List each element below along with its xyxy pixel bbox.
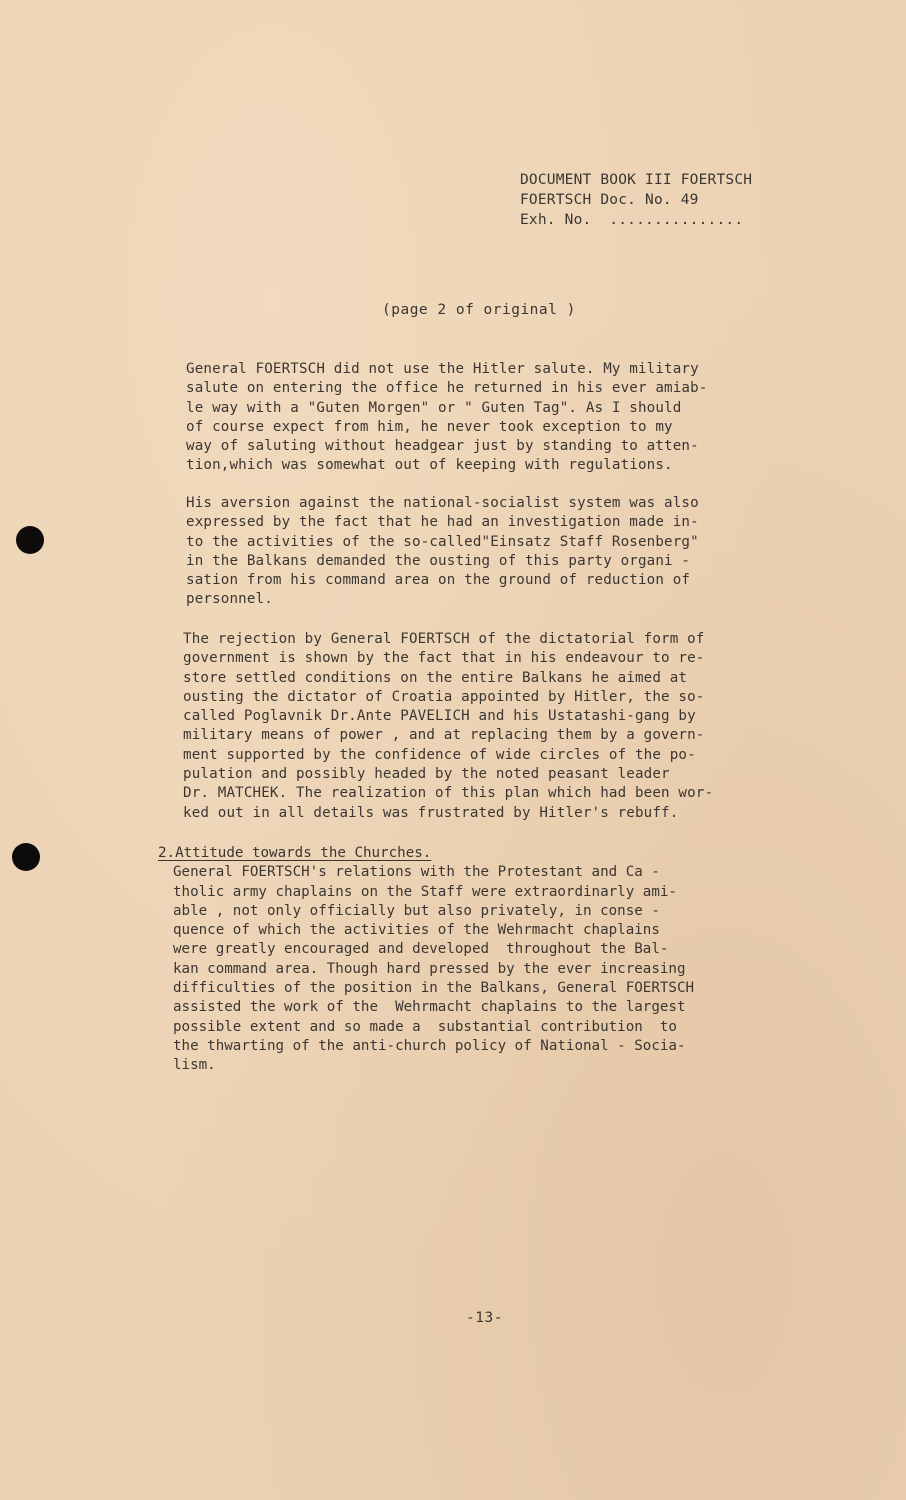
text-line: assisted the work of the Wehrmacht chaplains to the largest <box>173 999 686 1016</box>
text-line: The rejection by General FOERTSCH of the dictatorial form of <box>183 631 705 647</box>
text-line: personnel. <box>186 591 273 608</box>
paragraph-aversion <box>186 494 699 610</box>
text-line: sation from his command area on the ground of reduction of <box>186 572 691 589</box>
section-churches <box>158 844 694 1076</box>
text-line: in the Balkans demanded the ousting of this party organi - <box>186 552 691 569</box>
text-line: possible extent and so made a substantial contribution to <box>173 1018 677 1035</box>
text-line: difficulties of the position in the Balkans, General FOERTSCH <box>173 980 695 997</box>
punch-hole <box>16 526 44 554</box>
text-line: Dr. MATCHEK. The realization of this plan which had been wor- <box>183 785 714 802</box>
text-line: expressed by the fact that he had an investigation made in- <box>186 514 699 531</box>
punch-hole <box>12 843 40 871</box>
text-line: tion,which was somewhat out of keeping with regulations. <box>186 457 673 474</box>
paragraph-rejection <box>183 630 713 823</box>
document-header <box>520 170 752 230</box>
header-line-book: DOCUMENT BOOK III FOERTSCH <box>520 172 753 188</box>
text-line: ousting the dictator of Croatia appointed by Hitler, the so- <box>183 688 705 705</box>
header-line-exhibit-number: Exh. No. ............... <box>520 212 744 228</box>
section-heading: 2.Attitude towards the Churches. <box>158 845 432 861</box>
text-line: tholic army chaplains on the Staff were extraordinarly ami- <box>173 883 677 900</box>
text-line: General FOERTSCH's relations with the Protestant and Ca - <box>173 864 660 881</box>
text-line: the thwarting of the anti-church policy of National - Socia- <box>173 1037 686 1054</box>
text-line: of course expect from him, he never took exception to my <box>186 418 673 435</box>
header-line-doc-number: FOERTSCH Doc. No. 49 <box>520 192 699 208</box>
text-line: able , not only officially but also privately, in conse - <box>173 902 660 919</box>
text-line: General FOERTSCH did not use the Hitler salute. My military <box>186 361 699 377</box>
text-line: called Poglavnik Dr.Ante PAVELICH and his Ustatashi-gang by <box>183 708 696 725</box>
section-body <box>173 863 694 1075</box>
paragraph-salute <box>186 360 708 476</box>
text-line: store settled conditions on the entire Balkans he aimed at <box>183 669 688 686</box>
page-number: -13- <box>466 1310 503 1326</box>
text-line: pulation and possibly headed by the noted peasant leader <box>183 766 670 783</box>
text-line: way of saluting without headgear just by standing to atten- <box>186 438 699 455</box>
text-line: salute on entering the office he returned in his ever amiab- <box>186 380 708 397</box>
text-line: le way with a "Guten Morgen" or " Guten Tag". As I should <box>186 399 682 416</box>
text-line: His aversion against the national-socialist system was also <box>186 495 699 511</box>
text-line: were greatly encouraged and developed throughout the Bal- <box>173 941 669 958</box>
text-line: government is shown by the fact that in his endeavour to re- <box>183 650 705 667</box>
text-line: military means of power , and at replacing them by a govern- <box>183 727 705 744</box>
text-line: lism. <box>173 1057 216 1074</box>
text-line: ked out in all details was frustrated by Hitler's rebuff. <box>183 804 679 821</box>
page-note: (page 2 of original ) <box>382 302 576 318</box>
text-line: quence of which the activities of the Wehrmacht chaplains <box>173 922 660 939</box>
text-line: to the activities of the so-called"Einsatz Staff Rosenberg" <box>186 533 699 550</box>
text-line: ment supported by the confidence of wide circles of the po- <box>183 746 696 763</box>
text-line: kan command area. Though hard pressed by the ever increasing <box>173 960 686 977</box>
